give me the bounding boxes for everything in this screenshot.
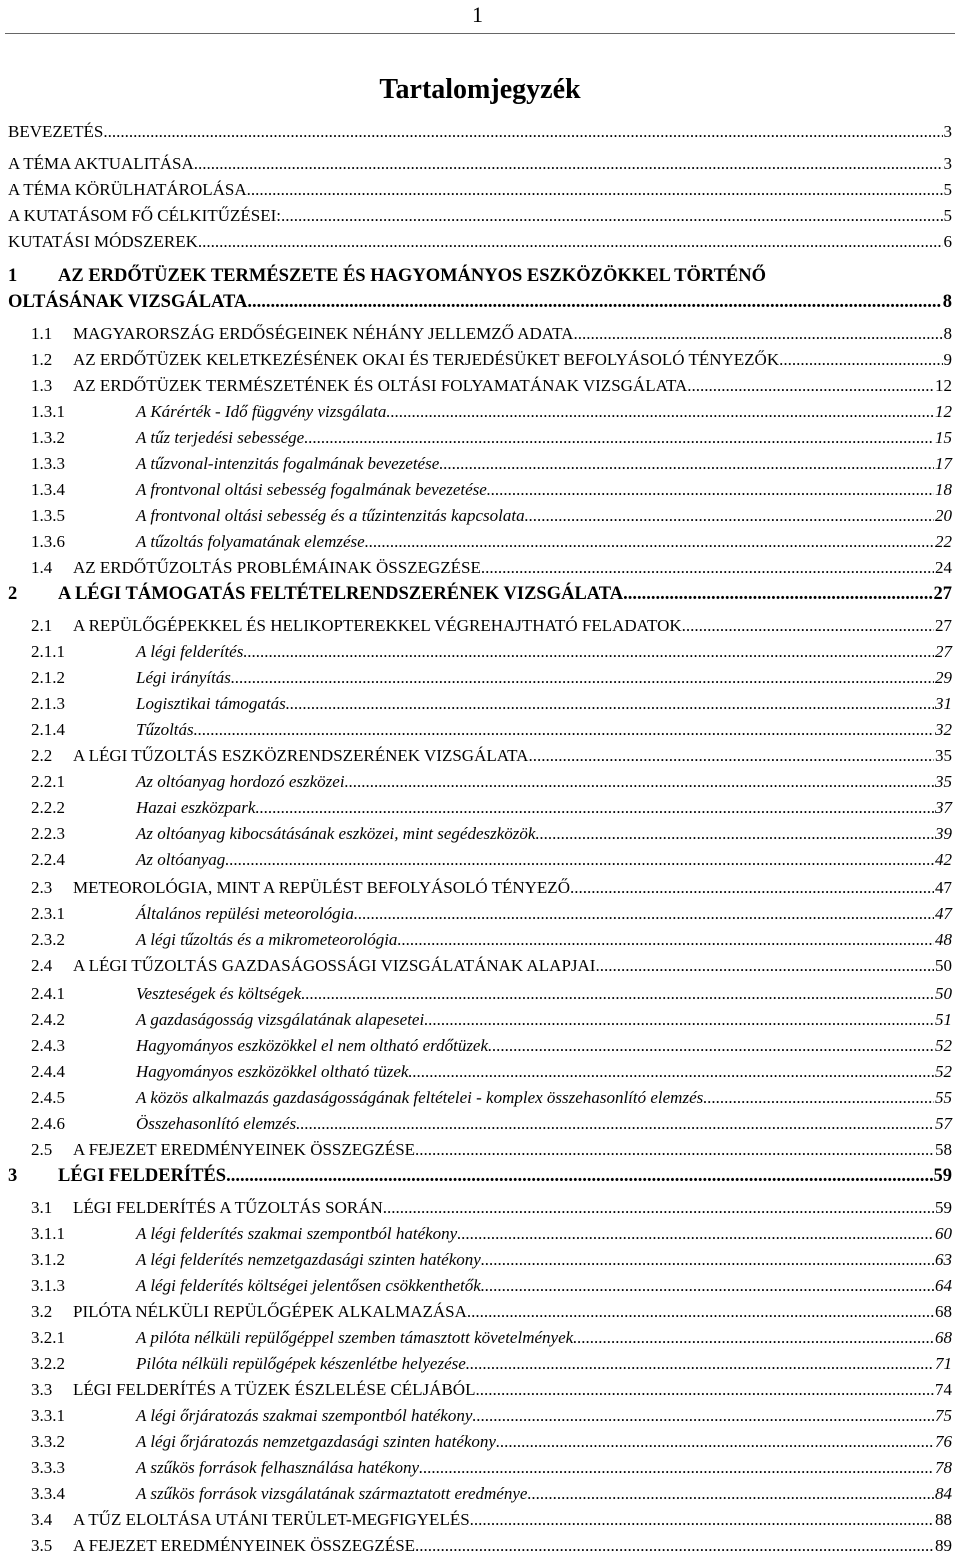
toc-entry-page: 88 — [935, 1510, 952, 1529]
toc-entry-title: BEVEZETÉS — [8, 122, 104, 141]
toc-leader-dots — [301, 984, 934, 1004]
toc-entry[interactable] — [8, 292, 952, 313]
toc-leader-dots — [703, 1088, 934, 1108]
toc-entry-number: 3 — [8, 1166, 18, 1186]
toc-entry-title: OLTÁSÁNAK VIZSGÁLATA — [8, 292, 248, 312]
toc-leader-dots — [496, 1432, 934, 1452]
toc-entry-title: Az oltóanyag hordozó eszközei — [136, 772, 345, 791]
toc-entry[interactable] — [8, 1458, 952, 1478]
toc-leader-dots — [296, 1114, 934, 1134]
toc-leader-dots — [415, 1140, 934, 1160]
toc-entry-number: 2 — [8, 584, 18, 604]
toc-entry-number: 1.3.3 — [31, 454, 65, 473]
toc-entry-page: 52 — [935, 1036, 952, 1055]
toc-leader-dots — [281, 206, 943, 226]
toc-entry-number: 3.2.1 — [31, 1328, 65, 1347]
toc-entry-page: 8 — [943, 324, 952, 343]
toc-entry[interactable] — [8, 1484, 952, 1504]
toc-entry[interactable] — [8, 616, 952, 636]
toc-entry[interactable] — [8, 324, 952, 344]
toc-leader-dots — [194, 154, 943, 174]
toc-entry[interactable] — [8, 180, 952, 200]
toc-entry-number: 2.2.4 — [31, 850, 65, 869]
toc-leader-dots — [481, 1250, 934, 1270]
toc-entry-title: A tűzoltás folyamatának elemzése — [136, 532, 365, 551]
toc-entry-title: Az oltóanyag — [136, 850, 226, 869]
toc-entry-title: AZ ERDŐTŰZOLTÁS PROBLÉMÁINAK ÖSSZEGZÉSE — [73, 558, 481, 577]
toc-entry[interactable] — [8, 1536, 952, 1556]
toc-entry-page: 39 — [935, 824, 952, 843]
toc-entry-number: 2.5 — [31, 1140, 53, 1159]
toc-entry-title: KUTATÁSI MÓDSZEREK — [8, 232, 198, 251]
toc-entry[interactable] — [8, 1166, 952, 1187]
toc-entry-page: 8 — [942, 292, 952, 312]
toc-leader-dots — [573, 324, 942, 344]
toc-leader-dots — [527, 1484, 934, 1504]
toc-entry-page: 18 — [935, 480, 952, 499]
page-title: Tartalomjegyzék — [379, 74, 581, 105]
toc-entry[interactable] — [8, 376, 952, 396]
toc-entry[interactable] — [8, 1406, 952, 1426]
toc-entry-title: A légi felderítés költségei jelentősen csökkenthetők — [136, 1276, 481, 1295]
toc-entry[interactable] — [8, 694, 952, 714]
toc-entry-number: 1.4 — [31, 558, 53, 577]
toc-entry[interactable] — [8, 824, 952, 844]
toc-entry-page: 74 — [935, 1380, 952, 1399]
toc-entry-page: 76 — [935, 1432, 952, 1451]
toc-entry-page: 31 — [935, 694, 952, 713]
toc-entry-title: LÉGI FELDERÍTÉS A TÜZEK ÉSZLELÉSE CÉLJÁBÓL — [73, 1380, 476, 1399]
toc-entry[interactable] — [8, 480, 952, 500]
toc-entry-title: A tűz terjedési sebessége — [136, 428, 305, 447]
toc-entry-number: 1.3.1 — [31, 402, 65, 421]
toc-entry-title: Veszteségek és költségek — [136, 984, 302, 1003]
toc-leader-dots — [528, 746, 934, 766]
toc-leader-dots — [345, 772, 934, 792]
toc-entry-page: 42 — [935, 850, 952, 869]
toc-leader-dots — [386, 402, 934, 422]
toc-entry[interactable] — [8, 584, 952, 605]
toc-entry-page: 37 — [935, 798, 952, 817]
toc-entry-number: 2.2.2 — [31, 798, 65, 817]
toc-entry-number: 2.4.3 — [31, 1036, 65, 1055]
toc-entry[interactable] — [8, 506, 952, 526]
toc-entry[interactable] — [8, 720, 952, 740]
toc-leader-dots — [623, 584, 932, 605]
toc-entry-title: A légi felderítés szakmai szempontból hatékony — [136, 1224, 458, 1243]
toc-entry[interactable] — [8, 206, 952, 226]
toc-entry-title: Általános repülési meteorológia — [136, 904, 354, 923]
toc-entry-number: 3.1.2 — [31, 1250, 65, 1269]
toc-entry-page: 89 — [935, 1536, 952, 1555]
toc-entry[interactable] — [8, 1114, 952, 1134]
toc-entry-number: 3.3.2 — [31, 1432, 65, 1451]
toc-leader-dots — [525, 506, 934, 526]
toc-entry[interactable] — [8, 1010, 952, 1030]
toc-entry-number: 3.3.4 — [31, 1484, 65, 1503]
toc-leader-dots — [439, 454, 934, 474]
toc-leader-dots — [247, 180, 943, 200]
toc-entry-title: Hazai eszközpark — [136, 798, 256, 817]
toc-leader-dots — [247, 292, 941, 313]
toc-entry-number: 3.2 — [31, 1302, 53, 1321]
toc-entry-title: A szűkös források vizsgálatának származtatott eredménye — [136, 1484, 528, 1503]
toc-entry-title: Pilóta nélküli repülőgépek készenlétbe helyezése — [136, 1354, 466, 1373]
toc-entry-number: 1 — [8, 266, 18, 286]
toc-entry[interactable] — [8, 850, 952, 870]
toc-entry[interactable] — [8, 1224, 952, 1244]
toc-entry-page: 55 — [935, 1088, 952, 1107]
toc-entry[interactable] — [8, 1432, 952, 1452]
toc-entry-title: PILÓTA NÉLKÜLI REPÜLŐGÉPEK ALKALMAZÁSA — [73, 1302, 467, 1321]
toc-leader-dots — [573, 1328, 934, 1348]
toc-entry-number: 2.1.1 — [31, 642, 65, 661]
toc-leader-dots — [255, 798, 934, 818]
toc-entry-title: METEOROLÓGIA, MINT A REPÜLÉST BEFOLYÁSOLÓ TÉNYEZŐ — [73, 878, 570, 897]
toc-entry-title: A frontvonal oltási sebesség és a tűzintenzitás kapcsolata — [136, 506, 525, 525]
toc-entry-number: 1.2 — [31, 350, 53, 369]
toc-entry[interactable] — [8, 1380, 952, 1400]
toc-entry-page: 47 — [935, 904, 952, 923]
toc-entry-title: AZ ERDŐTÜZEK KELETKEZÉSÉNEK OKAI ÉS TERJEDÉSÜKET BEFOLYÁSOLÓ TÉNYEZŐK — [73, 350, 780, 369]
toc-entry-page: 59 — [935, 1198, 952, 1217]
toc-leader-dots — [595, 956, 934, 976]
toc-leader-dots — [383, 1198, 934, 1218]
toc-entry-page: 27 — [935, 642, 952, 661]
toc-entry[interactable] — [8, 428, 952, 448]
toc-entry[interactable] — [8, 454, 952, 474]
toc-entry-number: 2.4.5 — [31, 1088, 65, 1107]
toc-entry-title: A TÉMA KÖRÜLHATÁROLÁSA — [8, 180, 247, 199]
toc-entry-page: 20 — [935, 506, 952, 525]
toc-entry-page: 84 — [935, 1484, 952, 1503]
toc-entry[interactable] — [8, 1088, 952, 1108]
toc-entry-title: MAGYARORSZÁG ERDŐSÉGEINEK NÉHÁNY JELLEMZŐ ADATA — [73, 324, 574, 343]
toc-leader-dots — [243, 642, 934, 662]
toc-leader-dots — [457, 1224, 934, 1244]
toc-entry[interactable] — [8, 1328, 952, 1348]
toc-entry[interactable] — [8, 878, 952, 898]
toc-entry-title: Összehasonlító elemzés — [136, 1114, 297, 1133]
toc-entry-number: 3.2.2 — [31, 1354, 65, 1373]
toc-entry-title: LÉGI FELDERÍTÉS — [58, 1166, 227, 1186]
toc-entry-title: A FEJEZET EREDMÉNYEINEK ÖSSZEGZÉSE — [73, 1536, 416, 1555]
toc-entry-number: 1.3.4 — [31, 480, 65, 499]
toc-entry-number: 2.4.6 — [31, 1114, 65, 1133]
toc-entry-title: Logisztikai támogatás — [136, 694, 286, 713]
toc-entry-title: A LÉGI TÁMOGATÁS FELTÉTELRENDSZERÉNEK VIZSGÁLATA — [58, 584, 624, 604]
toc-entry-title: A tűzvonal-intenzitás fogalmának bevezetése — [136, 454, 440, 473]
toc-entry-page: 5 — [943, 206, 952, 225]
toc-entry-page: 57 — [935, 1114, 952, 1133]
toc-leader-dots — [225, 850, 934, 870]
toc-entry[interactable] — [8, 1250, 952, 1270]
toc-entry-number: 1.3.6 — [31, 532, 65, 551]
toc-entry-title: A FEJEZET EREDMÉNYEINEK ÖSSZEGZÉSE — [73, 1140, 416, 1159]
toc-entry-title: A KUTATÁSOM FŐ CÉLKITŰZÉSEI: — [8, 206, 281, 225]
toc-entry-page: 68 — [935, 1302, 952, 1321]
toc-entry-title: A Kárérték - Idő függvény vizsgálata — [136, 402, 387, 421]
toc-entry-number: 1.3.5 — [31, 506, 65, 525]
toc-entry[interactable] — [8, 1354, 952, 1374]
toc-entry[interactable] — [8, 956, 952, 976]
toc-entry-page: 52 — [935, 1062, 952, 1081]
toc-entry[interactable] — [8, 532, 952, 552]
toc-entry-title: A légi felderítés nemzetgazdasági szinten hatékony — [136, 1250, 481, 1269]
toc-entry[interactable] — [8, 642, 952, 662]
toc-entry-page: 9 — [943, 350, 952, 369]
toc-entry-title: Hagyományos eszközökkel oltható tüzek — [136, 1062, 409, 1081]
toc-entry-number: 3.5 — [31, 1536, 53, 1555]
toc-entry-title: A szűkös források felhasználása hatékony — [136, 1458, 420, 1477]
toc-entry-number: 2.3.1 — [31, 904, 65, 923]
toc-entry-title: A közös alkalmazás gazdaságosságának feltételei - komplex összehasonlító elemzés — [136, 1088, 704, 1107]
toc-leader-dots — [304, 428, 934, 448]
toc-entry-number: 3.1.3 — [31, 1276, 65, 1295]
header-rule — [5, 33, 955, 34]
toc-entry-number: 3.1.1 — [31, 1224, 65, 1243]
toc-leader-dots — [194, 720, 934, 740]
toc-entry-title: A LÉGI TŰZOLTÁS ESZKÖZRENDSZERÉNEK VIZSGÁLATA — [73, 746, 529, 765]
toc-entry-page: 32 — [935, 720, 952, 739]
toc-entry-page: 75 — [935, 1406, 952, 1425]
toc-entry-page: 5 — [943, 180, 952, 199]
toc-entry-number: 3.3.1 — [31, 1406, 65, 1425]
toc-entry[interactable] — [8, 154, 952, 174]
toc-entry-title: Légi irányítás — [136, 668, 231, 687]
toc-leader-dots — [226, 1166, 932, 1187]
toc-entry-number: 2.1.2 — [31, 668, 65, 687]
toc-leader-dots — [424, 1010, 934, 1030]
toc-entry-title: A TŰZ ELOLTÁSA UTÁNI TERÜLET-MEGFIGYELÉS — [73, 1510, 470, 1529]
toc-entry-title: A légi felderítés — [136, 642, 244, 661]
toc-leader-dots — [365, 532, 934, 552]
toc-entry-page: 60 — [935, 1224, 952, 1243]
toc-entry-number: 3.4 — [31, 1510, 53, 1529]
toc-leader-dots — [198, 232, 943, 252]
toc-entry-page: 24 — [935, 558, 952, 577]
toc-leader-dots — [103, 122, 942, 142]
toc-entry[interactable] — [8, 1036, 952, 1056]
toc-leader-dots — [472, 1406, 934, 1426]
toc-entry-page: 22 — [935, 532, 952, 551]
toc-entry-number: 3.1 — [31, 1198, 53, 1217]
toc-entry-title: Hagyományos eszközökkel el nem oltható erdőtüzek — [136, 1036, 489, 1055]
toc-leader-dots — [475, 1380, 934, 1400]
toc-leader-dots — [467, 1302, 934, 1322]
toc-entry-page: 64 — [935, 1276, 952, 1295]
toc-entry[interactable] — [8, 1198, 952, 1218]
toc-entry[interactable] — [8, 350, 952, 370]
toc-entry[interactable] — [8, 266, 952, 287]
toc-entry-page: 47 — [935, 878, 952, 897]
toc-leader-dots — [481, 558, 934, 578]
toc-entry-title: Tűzoltás — [136, 720, 194, 739]
toc-entry-page: 59 — [933, 1166, 952, 1186]
toc-leader-dots — [487, 480, 934, 500]
toc-entry[interactable] — [8, 668, 952, 688]
toc-entry-title: AZ ERDŐTÜZEK TERMÉSZETE ÉS HAGYOMÁNYOS ESZKÖZÖKKEL TÖRTÉNŐ — [58, 266, 767, 286]
toc-entry-number: 1.3 — [31, 376, 53, 395]
toc-entry-number: 2.3.2 — [31, 930, 65, 949]
toc-entry-title: A pilóta nélküli repülőgéppel szemben támasztott követelmények — [136, 1328, 574, 1347]
toc-leader-dots — [231, 668, 934, 688]
toc-entry-page: 27 — [935, 616, 952, 635]
toc-entry-number: 2.4.2 — [31, 1010, 65, 1029]
toc-entry-number: 3.3.3 — [31, 1458, 65, 1477]
toc-entry-number: 1.3.2 — [31, 428, 65, 447]
toc-entry-number: 2.2 — [31, 746, 53, 765]
toc-entry-page: 51 — [935, 1010, 952, 1029]
toc-entry-page: 50 — [935, 956, 952, 975]
toc-leader-dots — [466, 1354, 934, 1374]
toc-entry-page: 78 — [935, 1458, 952, 1477]
page-number: 1 — [472, 2, 483, 27]
toc-leader-dots — [397, 930, 934, 950]
toc-entry-page: 15 — [935, 428, 952, 447]
toc-entry-number: 2.4 — [31, 956, 53, 975]
toc-entry-title: A légi őrjáratozás szakmai szempontból hatékony — [136, 1406, 473, 1425]
toc-entry-page: 68 — [935, 1328, 952, 1347]
toc-leader-dots — [682, 616, 934, 636]
toc-entry-page: 71 — [935, 1354, 952, 1373]
toc-entry[interactable] — [8, 798, 952, 818]
toc-leader-dots — [354, 904, 934, 924]
toc-leader-dots — [419, 1458, 934, 1478]
toc-entry[interactable] — [8, 402, 952, 422]
toc-entry[interactable] — [8, 984, 952, 1004]
toc-entry-title: A frontvonal oltási sebesség fogalmának bevezetése — [136, 480, 487, 499]
toc-leader-dots — [408, 1062, 934, 1082]
toc-leader-dots — [779, 350, 942, 370]
toc-leader-dots — [570, 878, 934, 898]
toc-entry-page: 35 — [935, 772, 952, 791]
toc-entry-page: 63 — [935, 1250, 952, 1269]
toc-entry-page: 50 — [935, 984, 952, 1003]
toc-entry-title: A TÉMA AKTUALITÁSA — [8, 154, 194, 173]
toc-entry-number: 2.3 — [31, 878, 53, 897]
toc-entry-title: A gazdaságosság vizsgálatának alapesetei — [136, 1010, 425, 1029]
toc-entry-number: 3.3 — [31, 1380, 53, 1399]
toc-leader-dots — [286, 694, 934, 714]
toc-entry-title: Az oltóanyag kibocsátásának eszközei, mint segédeszközök — [136, 824, 536, 843]
toc-leader-dots — [481, 1276, 934, 1296]
toc-leader-dots — [415, 1536, 934, 1556]
toc-entry[interactable] — [8, 1510, 952, 1530]
toc-entry-number: 2.1 — [31, 616, 53, 635]
toc-entry-page: 17 — [935, 454, 952, 473]
toc-leader-dots — [535, 824, 934, 844]
toc-entry-page: 35 — [935, 746, 952, 765]
toc-entry-page: 3 — [943, 122, 952, 141]
toc-entry-title: A légi őrjáratozás nemzetgazdasági szinten hatékony — [136, 1432, 496, 1451]
toc-entry-title: AZ ERDŐTÜZEK TERMÉSZETÉNEK ÉS OLTÁSI FOLYAMATÁNAK VIZSGÁLATA — [73, 376, 688, 395]
toc-entry[interactable] — [8, 772, 952, 792]
toc-entry-title: A légi tűzoltás és a mikrometeorológia — [136, 930, 398, 949]
toc-entry-page: 12 — [935, 402, 952, 421]
toc-entry[interactable] — [8, 1062, 952, 1082]
toc-leader-dots — [687, 376, 934, 396]
toc-leader-dots — [470, 1510, 934, 1530]
toc-entry-number: 2.4.1 — [31, 984, 65, 1003]
toc-entry-title: LÉGI FELDERÍTÉS A TŰZOLTÁS SORÁN — [73, 1198, 383, 1217]
toc-entry-number: 2.4.4 — [31, 1062, 65, 1081]
toc-entry-title: A REPÜLŐGÉPEKKEL ÉS HELIKOPTEREKKEL VÉGREHAJTHATÓ FELADATOK — [73, 616, 682, 635]
toc-entry-number: 2.2.1 — [31, 772, 65, 791]
toc-entry-page: 29 — [935, 668, 952, 687]
toc-entry[interactable] — [8, 930, 952, 950]
toc-entry[interactable] — [8, 558, 952, 578]
toc-entry-page: 58 — [935, 1140, 952, 1159]
toc-entry[interactable] — [8, 232, 952, 252]
toc-entry[interactable] — [8, 1140, 952, 1160]
toc-entry-page: 3 — [943, 154, 952, 173]
toc-entry-title: A LÉGI TŰZOLTÁS GAZDASÁGOSSÁGI VIZSGÁLATÁNAK ALAPJAI — [73, 956, 596, 975]
toc-leader-dots — [488, 1036, 934, 1056]
toc-entry[interactable] — [8, 122, 952, 142]
toc-entry-page: 12 — [935, 376, 952, 395]
toc-entry[interactable] — [8, 746, 952, 766]
toc-entry[interactable] — [8, 1302, 952, 1322]
toc-entry[interactable] — [8, 1276, 952, 1296]
toc-entry-number: 2.2.3 — [31, 824, 65, 843]
toc-entry-number: 2.1.3 — [31, 694, 65, 713]
toc-entry-number: 1.1 — [31, 324, 53, 343]
toc-entry-number: 2.1.4 — [31, 720, 65, 739]
toc-entry-page: 6 — [943, 232, 952, 251]
toc-entry-page: 27 — [933, 584, 952, 604]
toc-entry[interactable] — [8, 904, 952, 924]
toc-entry-page: 48 — [935, 930, 952, 949]
